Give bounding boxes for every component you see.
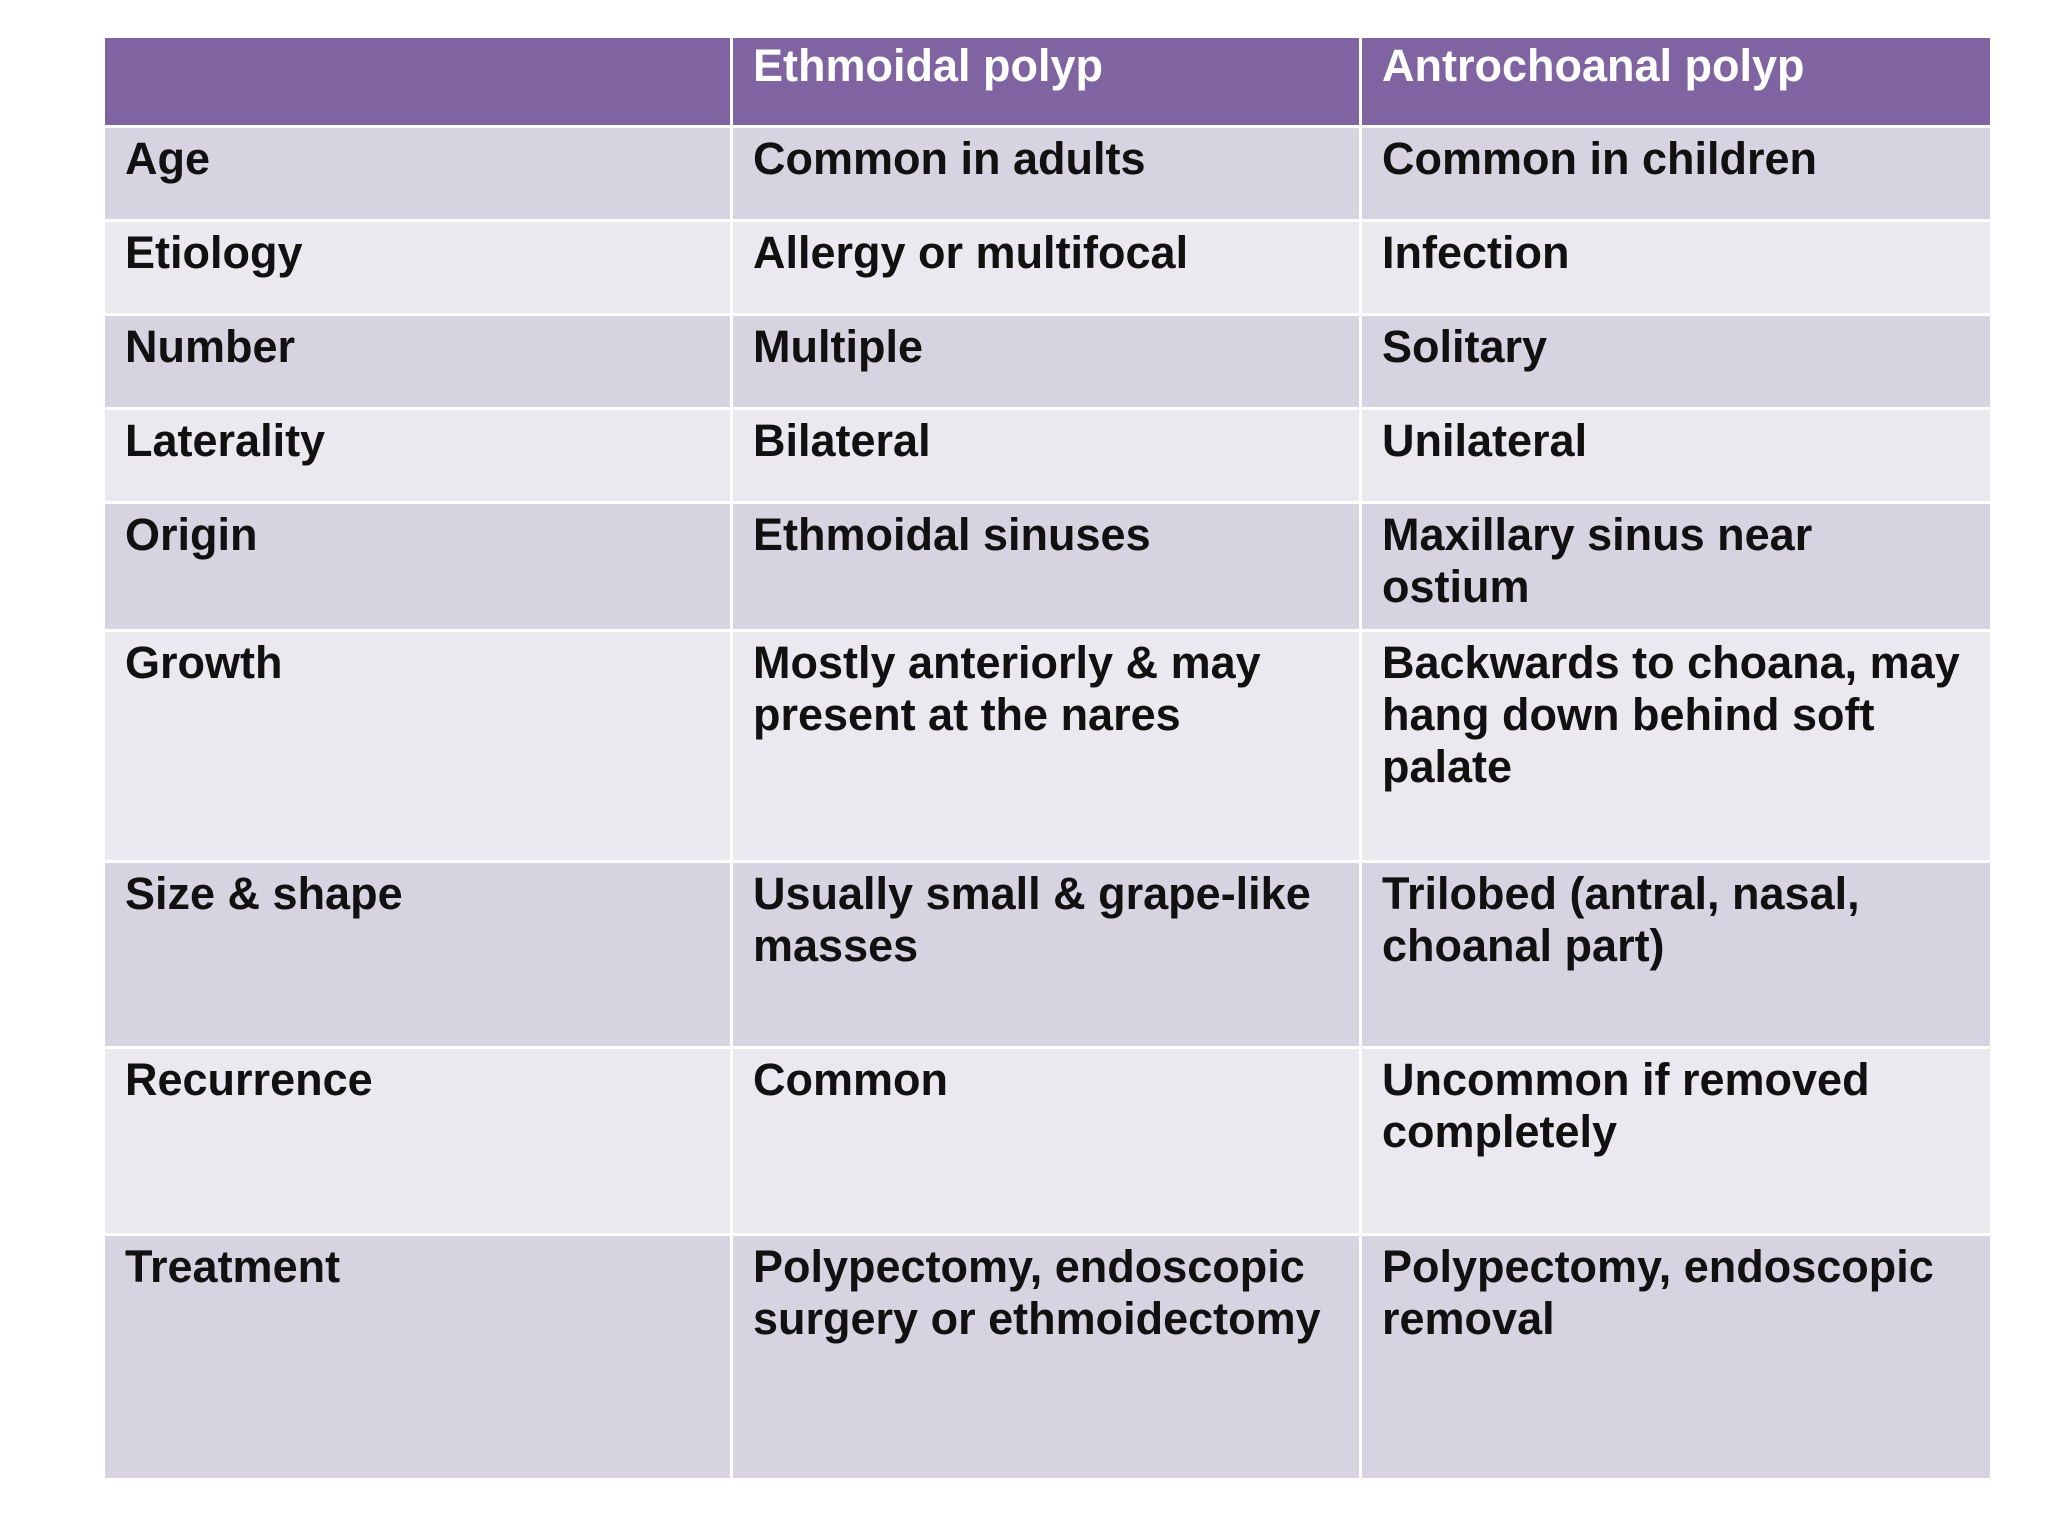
- antrochoanal-cell: Backwards to choana, may hang down behind soft palate: [1361, 631, 1992, 862]
- table-row: [104, 315, 1992, 409]
- ethmoidal-cell: Ethmoidal sinuses: [732, 503, 1361, 631]
- header-cell-ethmoidal: Ethmoidal polyp: [732, 37, 1361, 127]
- ethmoidal-cell: Common in adults: [732, 127, 1361, 221]
- ethmoidal-cell: Mostly anteriorly & may present at the nares: [732, 631, 1361, 862]
- table-row: [104, 862, 1992, 1048]
- row-label: Growth: [104, 631, 732, 862]
- ethmoidal-cell: Usually small & grape-like masses: [732, 862, 1361, 1048]
- antrochoanal-cell: Polypectomy, endoscopic removal: [1361, 1235, 1992, 1480]
- table-row: [104, 221, 1992, 315]
- row-label: Laterality: [104, 409, 732, 503]
- table-row: [104, 1048, 1992, 1235]
- ethmoidal-cell: Polypectomy, endoscopic surgery or ethmoidectomy: [732, 1235, 1361, 1480]
- antrochoanal-cell: Common in children: [1361, 127, 1992, 221]
- antrochoanal-cell: Maxillary sinus near ostium: [1361, 503, 1992, 631]
- comparison-table: [102, 35, 1993, 1481]
- row-label: Size & shape: [104, 862, 732, 1048]
- antrochoanal-cell: Infection: [1361, 221, 1992, 315]
- table-row: [104, 503, 1992, 631]
- row-label: Origin: [104, 503, 732, 631]
- row-label: Number: [104, 315, 732, 409]
- antrochoanal-cell: Trilobed (antral, nasal, choanal part): [1361, 862, 1992, 1048]
- table-row: [104, 409, 1992, 503]
- header-row: [104, 37, 1992, 127]
- ethmoidal-cell: Allergy or multifocal: [732, 221, 1361, 315]
- antrochoanal-cell: Unilateral: [1361, 409, 1992, 503]
- row-label: Treatment: [104, 1235, 732, 1480]
- table-row: [104, 631, 1992, 862]
- table-row: [104, 127, 1992, 221]
- header-cell-empty: [104, 37, 732, 127]
- ethmoidal-cell: Multiple: [732, 315, 1361, 409]
- antrochoanal-cell: Uncommon if removed completely: [1361, 1048, 1992, 1235]
- row-label: Age: [104, 127, 732, 221]
- table-row: [104, 1235, 1992, 1480]
- header-cell-antrochoanal: Antrochoanal polyp: [1361, 37, 1992, 127]
- row-label: Recurrence: [104, 1048, 732, 1235]
- row-label: Etiology: [104, 221, 732, 315]
- ethmoidal-cell: Bilateral: [732, 409, 1361, 503]
- ethmoidal-cell: Common: [732, 1048, 1361, 1235]
- antrochoanal-cell: Solitary: [1361, 315, 1992, 409]
